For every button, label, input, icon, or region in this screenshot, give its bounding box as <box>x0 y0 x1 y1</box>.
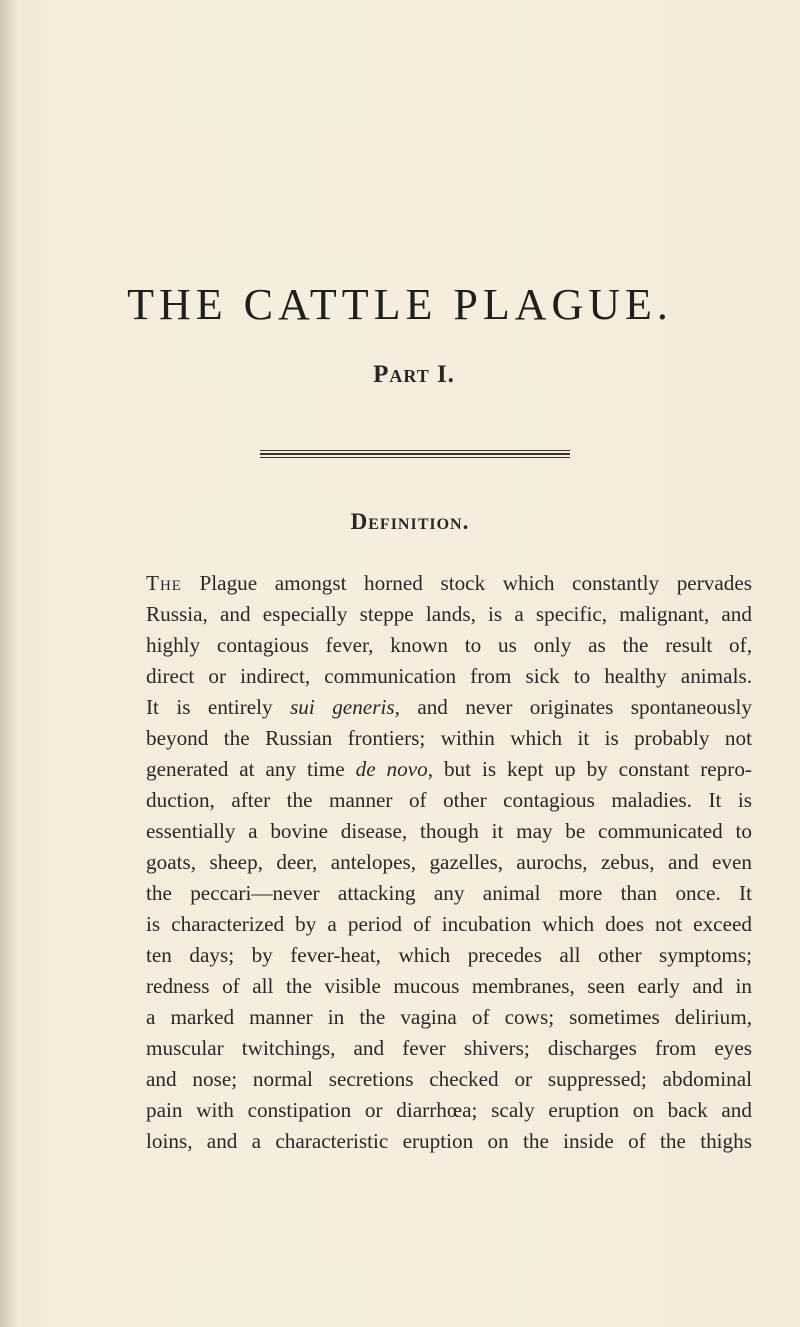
text-line <box>146 599 752 630</box>
text-line <box>146 816 752 847</box>
text-run: but is kept up by constant repro- <box>433 757 752 781</box>
text-line <box>146 1126 752 1157</box>
text-run: duction, after the manner of other contagious maladies. It is <box>146 788 752 812</box>
small-caps-word: The <box>146 571 182 595</box>
text-line <box>146 754 752 785</box>
text-run: direct or indirect, communication from sick to healthy animals. <box>146 664 752 688</box>
text-run: a marked manner in the vagina of cows; sometimes delirium, <box>146 1005 752 1029</box>
text-run: and never originates spontaneously <box>399 695 752 719</box>
part-heading: Part I. <box>373 361 455 388</box>
text-run: loins, and a characteristic eruption on the inside of the thighs <box>146 1129 752 1153</box>
text-run: It is entirely <box>146 695 291 719</box>
text-line <box>146 1064 752 1095</box>
page-title: THE CATTLE PLAGUE. <box>127 280 673 329</box>
text-line <box>146 1095 752 1126</box>
text-run: Plague amongst horned stock which constantly pervades <box>181 571 752 595</box>
text-line <box>146 878 752 909</box>
text-run: redness of all the visible mucous membranes, seen early and in <box>146 974 752 998</box>
text-line <box>146 630 752 661</box>
text-line <box>146 785 752 816</box>
text-run: beyond the Russian frontiers; within which it is probably not <box>146 726 752 750</box>
text-run: Russia, and especially steppe lands, is a specific, malignant, and <box>146 602 752 626</box>
text-run: and nose; normal secretions checked or suppressed; abdominal <box>146 1067 752 1091</box>
text-line <box>146 909 752 940</box>
text-run: generated at any time <box>146 757 356 781</box>
text-run: goats, sheep, deer, antelopes, gazelles, aurochs, zebus, and even <box>146 850 752 874</box>
section-heading: Definition. <box>350 509 470 534</box>
text-line <box>146 940 752 971</box>
italic-phrase: de novo, <box>355 757 434 781</box>
text-run: is characterized by a period of incubation which does not exceed <box>146 912 752 936</box>
italic-phrase: sui generis, <box>290 695 400 719</box>
triple-rule-divider <box>260 450 570 458</box>
text-line <box>146 661 752 692</box>
text-line <box>146 1002 752 1033</box>
text-line <box>146 692 752 723</box>
text-run: ten days; by fever-heat, which precedes all other symptoms; <box>146 943 752 967</box>
text-run: essentially a bovine disease, though it may be communicated to <box>146 819 752 843</box>
text-run: pain with constipation or diarrhœa; scaly eruption on back and <box>146 1098 752 1122</box>
text-run: the peccari—never attacking any animal more than once. It <box>146 881 752 905</box>
text-line <box>146 723 752 754</box>
text-line <box>146 1033 752 1064</box>
text-line <box>146 971 752 1002</box>
body-paragraph <box>146 568 752 1157</box>
text-run: highly contagious fever, known to us only as the result of, <box>146 633 752 657</box>
text-line <box>146 568 752 599</box>
text-run: muscular twitchings, and fever shivers; discharges from eyes <box>146 1036 752 1060</box>
page-gutter-shadow <box>0 0 18 1327</box>
text-line <box>146 847 752 878</box>
